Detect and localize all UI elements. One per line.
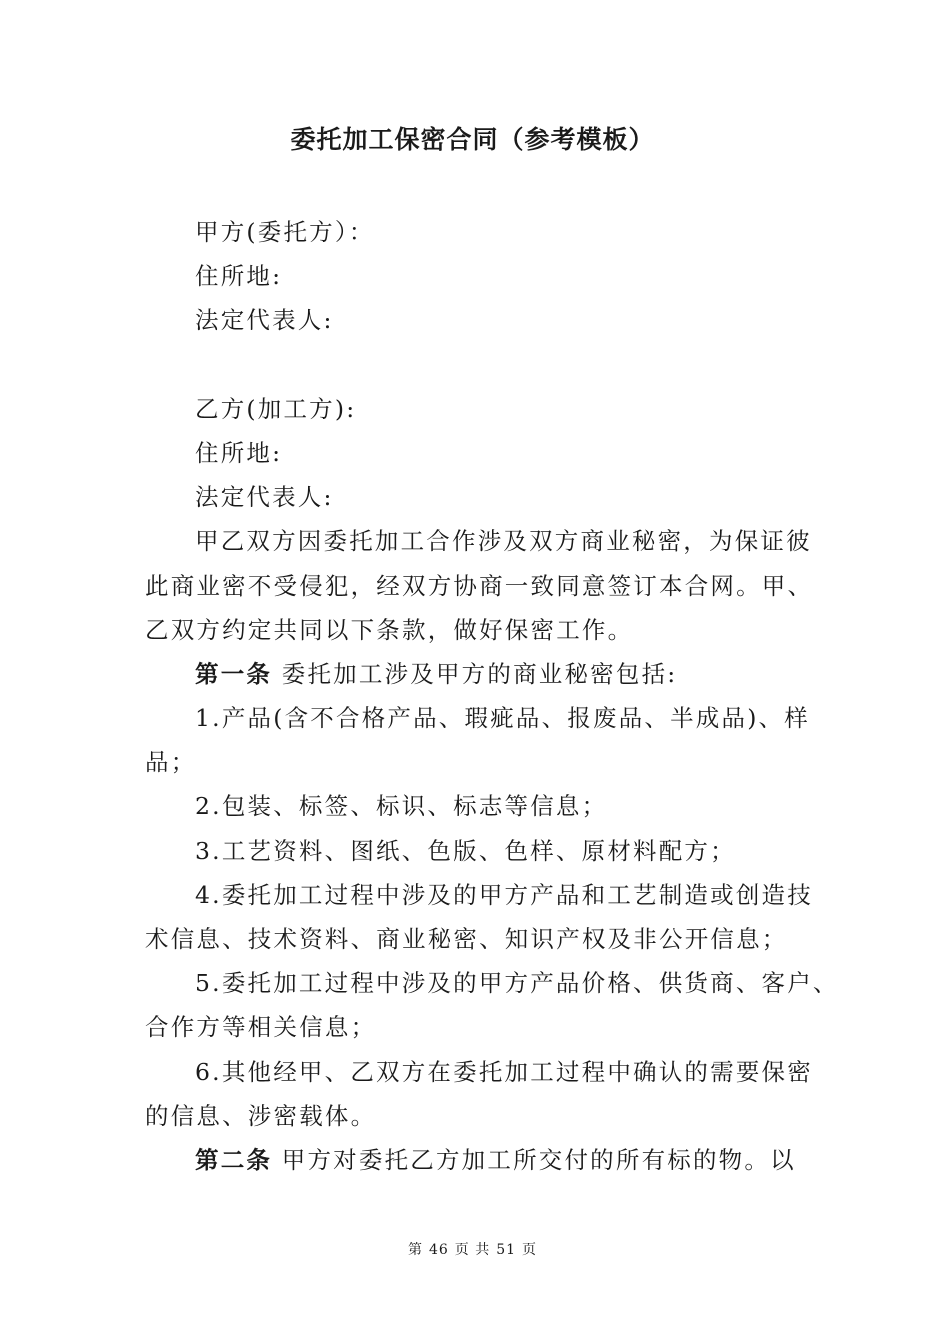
secret-item-line: 2.包装、标签、标识、标志等信息；: [195, 792, 608, 821]
footer-page-number: 46: [428, 1242, 449, 1258]
secret-item-line: 1.产品(含不合格产品、瑕疵品、报废品、半成品)、样: [195, 704, 810, 733]
party-b-address-label: 住所地:: [195, 438, 283, 467]
article-2-heading: 第二条: [195, 1145, 273, 1174]
page-footer: [0, 1240, 945, 1260]
intro-line: 乙双方约定共同以下条款，做好保密工作。: [145, 615, 634, 644]
document-title: 委托加工保密合同（参考模板）: [290, 125, 655, 154]
secret-item-line: 的信息、涉密载体。: [145, 1101, 377, 1130]
secret-item: [145, 829, 805, 873]
article-2: [145, 1138, 805, 1182]
secret-item-line: 5.委托加工过程中涉及的甲方产品价格、供货商、客户、: [195, 969, 839, 998]
secret-item-line: 术信息、技术资料、商业秘密、知识产权及非公开信息；: [145, 925, 788, 953]
secret-item: [145, 784, 805, 828]
article-1: [145, 652, 805, 696]
article-1-text: 委托加工涉及甲方的商业秘密包括:: [281, 659, 678, 688]
blank-line: [145, 343, 805, 387]
secret-item: [145, 1050, 813, 1138]
intro-line: 甲乙双方因委托加工合作涉及双方商业秘密，为保证彼: [195, 527, 812, 556]
secret-item: [145, 961, 839, 1049]
party-a-address-label: 住所地:: [195, 262, 283, 291]
article-1-heading: 第一条: [195, 659, 273, 688]
intro-line: 此商业密不受侵犯，经双方协商一致同意签订本合网。甲、: [145, 571, 814, 600]
party-b-representative-label: 法定代表人:: [195, 483, 334, 512]
party-a-representative-label: 法定代表人:: [195, 306, 334, 335]
party-a-label: 甲方(委托方）：: [195, 218, 375, 246]
secret-item-line: 合作方等相关信息；: [145, 1013, 377, 1042]
secret-item-line: 4.委托加工过程中涉及的甲方产品和工艺制造或创造技: [195, 880, 813, 909]
document-body: [145, 210, 839, 1182]
article-2-text: 甲方对委托乙方加工所交付的所有标的物。以: [281, 1145, 796, 1174]
secret-item-line: 品；: [145, 748, 197, 777]
secret-item-line: 3.工艺资料、图纸、色版、色样、原材料配方；: [195, 836, 736, 865]
footer-prefix: 第: [407, 1242, 423, 1258]
secret-item: [145, 873, 813, 961]
party-b-label: 乙方(加工方):: [195, 394, 357, 423]
footer-suffix: 页: [522, 1242, 538, 1258]
intro-paragraph: [145, 519, 814, 652]
footer-middle: 页 共: [454, 1242, 491, 1258]
secret-item: [145, 696, 810, 784]
footer-total-pages: 51: [496, 1242, 517, 1258]
secret-item-line: 6.其他经甲、乙双方在委托加工过程中确认的需要保密: [195, 1057, 813, 1086]
